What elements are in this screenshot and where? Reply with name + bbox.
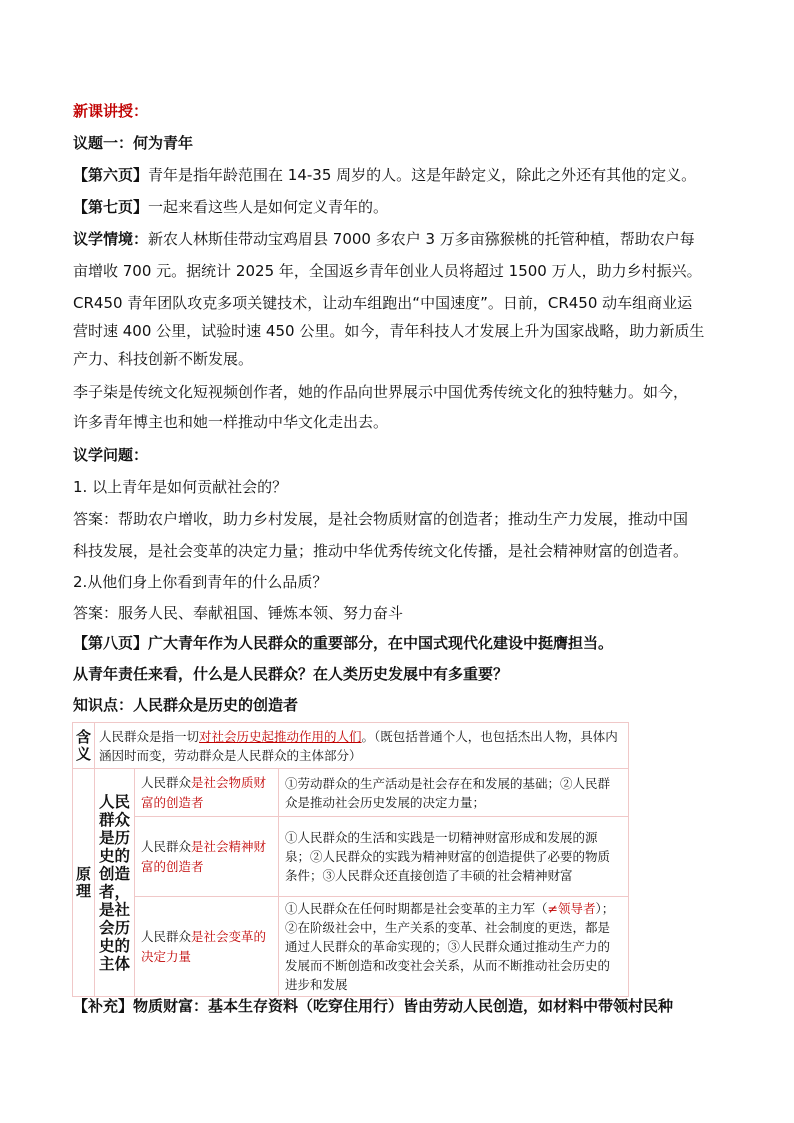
page6-tag: 【第六页】 — [73, 166, 149, 184]
definition-text: 人民群众是指一切对社会历史起推动作用的人们。（既包括普通个人，也包括杰出人物，具体内涵因时而变，劳动群众是人民群众的主体部分） — [95, 723, 629, 769]
principle-main-header: 人民群众是历史的创造者，是社会历史的主体 — [95, 769, 135, 997]
scenario-line-5: 产力、科技创新不断发展。 — [73, 350, 254, 368]
principle-row-2 — [73, 817, 629, 897]
principle-header: 原理 — [73, 769, 95, 997]
page7-line — [73, 197, 388, 217]
question-line: 从青年责任来看，什么是人民群众？在人类历史发展中有多重要？ — [73, 665, 509, 683]
topic-line — [73, 133, 193, 153]
question-1: 1. 以上青年是如何贡献社会的？ — [73, 478, 288, 496]
answer-1-line-1: 答案：帮助农户增收，助力乡村发展，是社会物质财富的创造者；推动生产力发展，推动中国 — [73, 510, 689, 528]
page8-text: 广大青年作为人民群众的重要部分，在中国式现代化建设中挺膺担当。 — [148, 634, 614, 652]
answer-2: 答案：服务人民、奉献祖国、锤炼本领、努力奋斗 — [73, 604, 404, 622]
scenario-line-7: 许多青年博主也和她一样推动中华文化走出去。 — [73, 413, 389, 431]
page8-tag: 【第八页】 — [73, 634, 149, 652]
knowledge-table — [72, 722, 629, 997]
principle-row-1 — [73, 769, 629, 817]
scenario-line-1 — [73, 229, 695, 249]
definition-header: 含义 — [73, 723, 95, 769]
page7-text: 一起来看这些人是如何定义青年的。 — [148, 198, 389, 216]
principle-sub-1: 人民群众是社会物质财富的创造者 — [135, 769, 279, 817]
topic-prefix: 议题一： — [73, 134, 134, 152]
principle-sub-3: 人民群众是社会变革的决定力量 — [135, 897, 279, 997]
principle-explain-3: ①人民群众在任何时期都是社会变革的主力军（≠领导者）；②在阶级社会中，生产关系的变革、社会制度的更迭，都是通过人民群众的革命实现的；③人民群众通过推动生产力的发展而不断创造和改变社会关系，从而不断推动社会历史的进步和发展 — [279, 897, 629, 997]
page6-line — [73, 165, 696, 185]
principle-explain-2: ①人民群众的生活和实践是一切精神财富形成和发展的源泉；②人民群众的实践为精神财富的创造提供了必要的物质条件；③人民群众还直接创造了丰硕的社会精神财富 — [279, 817, 629, 897]
scenario-line-3: CR450 青年团队攻克多项关键技术，让动车组跑出“中国速度”。日前，CR450 动车组商业运 — [73, 294, 693, 312]
supplement-tag: 【补充】 — [73, 997, 134, 1015]
definition-row — [73, 723, 629, 769]
supplement-line — [73, 996, 673, 1016]
principle-sub-2: 人民群众是社会精神财富的创造者 — [135, 817, 279, 897]
knowledge-title: 人民群众是历史的创造者 — [133, 696, 299, 714]
principle-row-3 — [73, 897, 629, 997]
principle-explain-1: ①劳动群众的生产活动是社会存在和发展的基础；②人民群众是推动社会历史发展的决定力量； — [279, 769, 629, 817]
supplement-text: 物质财富：基本生存资料（吃穿住用行）皆由劳动人民创造，如材料中带领村民种 — [133, 997, 674, 1015]
page8-line — [73, 633, 613, 653]
scenario-text: 新农人林斯佳带动宝鸡眉县 7000 多农户 3 万多亩猕猴桃的托管种植，帮助农户每 — [148, 230, 695, 248]
page6-text: 青年是指年龄范围在 14-35 周岁的人。这是年龄定义，除此之外还有其他的定义。 — [148, 166, 697, 184]
scenario-line-2: 亩增收 700 元。据统计 2025 年，全国返乡青年创业人员将超过 1500 万人，助力乡村振兴。 — [73, 262, 702, 280]
page7-tag: 【第七页】 — [73, 198, 149, 216]
scenario-line-6: 李子柒是传统文化短视频创作者，她的作品向世界展示中国优秀传统文化的独特魅力。如今， — [73, 383, 689, 401]
section-heading: 新课讲授： — [73, 102, 149, 120]
scenario-label: 议学情境： — [73, 230, 149, 248]
question-2: 2.从他们身上你看到青年的什么品质？ — [73, 573, 328, 591]
topic-title: 何为青年 — [133, 134, 194, 152]
definition-emphasis: 对社会历史起推动作用的人们 — [199, 728, 362, 744]
answer-1-line-2: 科技发展，是社会变革的决定力量；推动中华优秀传统文化传播，是社会精神财富的创造者。 — [73, 542, 689, 560]
scenario-line-4: 营时速 400 公里，试验时速 450 公里。如今，青年科技人才发展上升为国家战略，助力新质生 — [73, 322, 705, 340]
knowledge-line — [73, 695, 298, 715]
questions-label: 议学问题： — [73, 446, 149, 464]
knowledge-label: 知识点： — [73, 696, 134, 714]
